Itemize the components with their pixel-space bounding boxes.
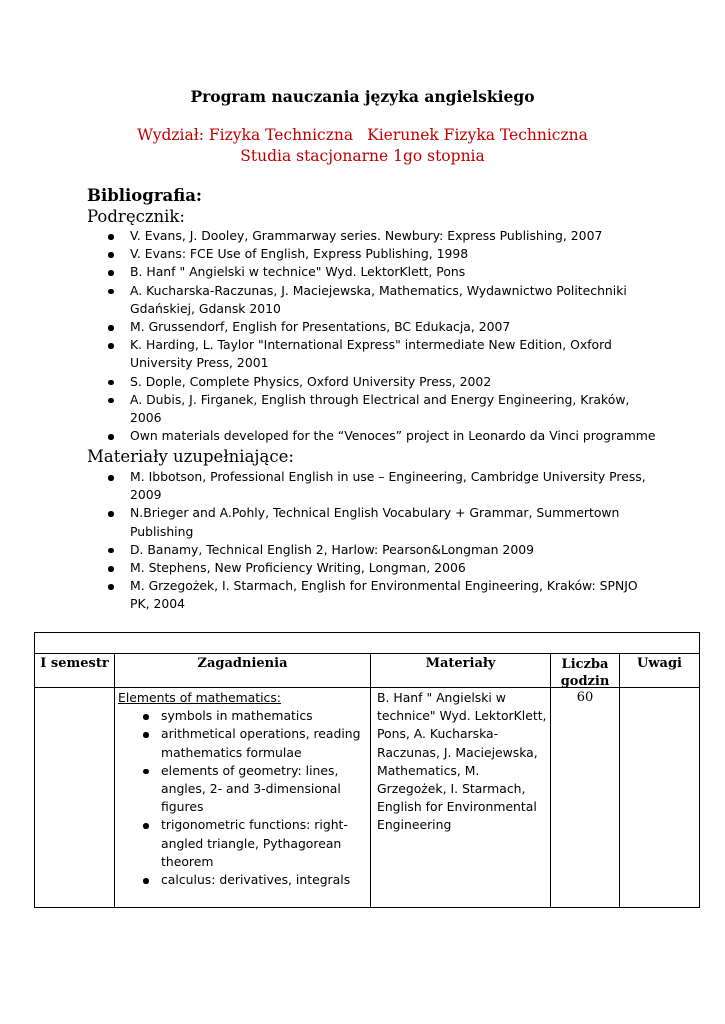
list-item: M. Stephens, New Proficiency Writing, Longman, 2006 <box>87 559 657 577</box>
topic-title: Elements of mathematics: <box>118 690 281 705</box>
faculty-label: Wydział: Fizyka Techniczna <box>137 126 354 144</box>
supplementary-list <box>87 468 657 614</box>
bibliography-heading: Bibliografia: <box>87 186 202 205</box>
list-item: V. Evans, J. Dooley, Grammarway series. Newbury: Express Publishing, 2007 <box>87 227 657 245</box>
list-item: D. Banamy, Technical English 2, Harlow: Pearson&Longman 2009 <box>87 541 657 559</box>
list-item: calculus: derivatives, integrals <box>118 871 368 889</box>
table-divider <box>114 653 115 908</box>
list-item: A. Dubis, J. Firganek, English through Electrical and Energy Engineering, Kraków, 2006 <box>87 391 657 427</box>
header-notes: Uwagi <box>637 656 682 671</box>
list-item: arithmetical operations, reading mathematics formulae <box>118 725 368 761</box>
textbook-list <box>87 227 657 445</box>
curriculum-table <box>34 632 700 908</box>
table-divider <box>619 653 620 908</box>
list-item: A. Kucharska-Raczunas, J. Maciejewska, Mathematics, Wydawnictwo Politechniki Gdańskiej, Gdansk 2010 <box>87 282 657 318</box>
table-border-left <box>34 632 35 908</box>
textbook-heading: Podręcznik: <box>87 207 185 226</box>
list-item: M. Grussendorf, English for Presentations, BC Edukacja, 2007 <box>87 318 657 336</box>
major-label: Kierunek Fizyka Techniczna <box>367 126 588 144</box>
topics-cell <box>118 689 368 889</box>
list-item: N.Brieger and A.Pohly, Technical English Vocabulary + Grammar, Summertown Publishing <box>87 504 657 540</box>
table-border-right <box>699 632 700 908</box>
table-border-bottom <box>34 907 700 908</box>
list-item: symbols in mathematics <box>118 707 368 725</box>
list-item: M. Grzegożek, I. Starmach, English for Environmental Engineering, Kraków: SPNJO PK, 2004 <box>87 577 657 613</box>
list-item: V. Evans: FCE Use of English, Express Publishing, 1998 <box>87 245 657 263</box>
header-topics: Zagadnienia <box>197 656 288 671</box>
list-item: B. Hanf " Angielski w technice" Wyd. LektorKlett, Pons <box>87 263 657 281</box>
list-item: S. Dople, Complete Physics, Oxford University Press, 2002 <box>87 373 657 391</box>
header-materials: Materiały <box>425 656 496 671</box>
page-title: Program nauczania języka angielskiego <box>190 87 535 106</box>
hours-cell: 60 <box>576 690 594 705</box>
table-divider <box>370 653 371 908</box>
header-hours: Liczba godzin <box>560 657 610 689</box>
supplementary-heading: Materiały uzupełniające: <box>87 447 294 466</box>
header-semester: I semestr <box>40 656 109 671</box>
list-item: elements of geometry: lines, angles, 2- and 3-dimensional figures <box>118 762 368 817</box>
faculty-line <box>0 126 725 144</box>
list-item: K. Harding, L. Taylor "International Express" intermediate New Edition, Oxford University Press, 2001 <box>87 336 657 372</box>
list-item: trigonometric functions: right-angled triangle, Pythagorean theorem <box>118 816 368 871</box>
list-item: M. Ibbotson, Professional English in use – Engineering, Cambridge University Press, 2009 <box>87 468 657 504</box>
topic-list <box>118 707 368 889</box>
table-border-top <box>34 632 700 633</box>
table-divider <box>34 653 700 654</box>
study-mode: Studia stacjonarne 1go stopnia <box>240 147 485 165</box>
list-item: Own materials developed for the “Venoces” project in Leonardo da Vinci programme <box>87 427 657 445</box>
materials-cell: B. Hanf " Angielski w technice" Wyd. LektorKlett, Pons, A. Kucharska-Raczunas, J. Maciejewska, Mathematics, M. Grzegożek, I. Starmach, English for Environmental Engineering <box>377 690 547 833</box>
